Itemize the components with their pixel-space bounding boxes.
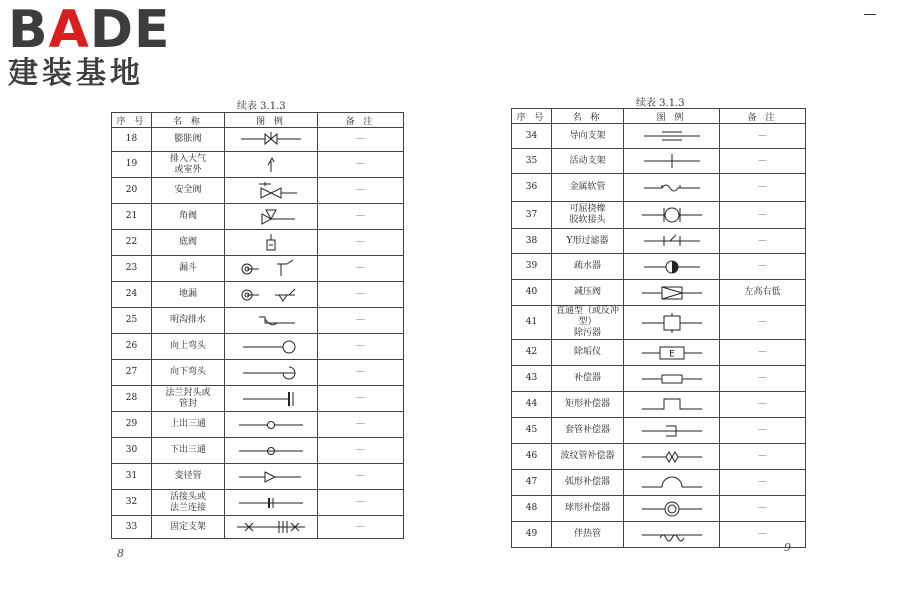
remark-cell: — — [318, 230, 404, 256]
symbol-name: 金属软管 — [552, 174, 624, 202]
row-number: 35 — [512, 149, 552, 174]
col-header-remark: 备 注 — [318, 113, 404, 128]
symbol-name: 直通型（或反冲型） 除污器 — [552, 306, 624, 340]
remark-cell: — — [720, 340, 806, 366]
row-number: 36 — [512, 174, 552, 202]
symbol-name: 矩形补偿器 — [552, 392, 624, 418]
table-row — [512, 306, 806, 340]
col-header-name: 名 称 — [552, 109, 624, 124]
remark-cell: — — [318, 360, 404, 386]
angle-valve-symbol — [225, 204, 318, 230]
col-header-name: 名 称 — [152, 113, 225, 128]
row-number: 21 — [112, 204, 152, 230]
elbow-up-symbol — [225, 334, 318, 360]
remark-cell: — — [318, 438, 404, 464]
remark-cell: — — [318, 334, 404, 360]
symbol-name: 向下弯头 — [152, 360, 225, 386]
table-row — [112, 230, 404, 256]
steam-trap-symbol — [624, 254, 720, 280]
corner-dash — [864, 14, 876, 15]
logo-wordmark: BADE — [8, 0, 171, 60]
symbol-name: 向上弯头 — [152, 334, 225, 360]
logo-subtitle: 建装基地 — [8, 56, 144, 91]
row-number: 46 — [512, 444, 552, 470]
table-row — [512, 124, 806, 149]
row-number: 26 — [112, 334, 152, 360]
left-symbol-table — [111, 112, 404, 539]
symbol-name: 可屈挠橡 胶软接头 — [552, 202, 624, 229]
elbow-down-symbol — [225, 360, 318, 386]
remark-cell: — — [318, 464, 404, 490]
remark-cell: — — [318, 128, 404, 152]
open-ditch-drain-symbol — [225, 308, 318, 334]
symbol-name: 波纹管补偿器 — [552, 444, 624, 470]
symbol-name: 活接头或 法兰连接 — [152, 490, 225, 516]
table-row — [512, 418, 806, 444]
row-number: 23 — [112, 256, 152, 282]
row-number: 31 — [112, 464, 152, 490]
table-row — [112, 204, 404, 230]
col-header-remark: 备 注 — [720, 109, 806, 124]
table-row — [112, 282, 404, 308]
table-row — [512, 366, 806, 392]
table-row — [112, 360, 404, 386]
table-row — [112, 178, 404, 204]
remark-cell: — — [720, 124, 806, 149]
remark-cell: — — [318, 178, 404, 204]
row-number: 45 — [512, 418, 552, 444]
table-row — [112, 152, 404, 178]
metal-hose-symbol — [624, 174, 720, 202]
table-row — [512, 229, 806, 254]
table-row — [112, 464, 404, 490]
table-row — [112, 412, 404, 438]
symbol-name: 减压阀 — [552, 280, 624, 306]
remark-cell: — — [318, 516, 404, 539]
sliding-support-symbol — [624, 149, 720, 174]
tee-up-symbol — [225, 412, 318, 438]
symbol-name: 导向支架 — [552, 124, 624, 149]
table-row — [112, 386, 404, 412]
remark-cell: — — [720, 418, 806, 444]
table-row — [512, 280, 806, 306]
remark-cell: — — [318, 204, 404, 230]
svg-text:E: E — [668, 349, 675, 359]
funnel-symbol — [225, 256, 318, 282]
symbol-name: 除垢仪 — [552, 340, 624, 366]
table-row — [512, 254, 806, 280]
foot-valve-symbol — [225, 230, 318, 256]
remark-cell: — — [318, 256, 404, 282]
table-row — [112, 334, 404, 360]
col-header-legend: 图 例 — [624, 109, 720, 124]
symbol-name: 套管补偿器 — [552, 418, 624, 444]
row-number: 39 — [512, 254, 552, 280]
row-number: 19 — [112, 152, 152, 178]
symbol-name: 补偿器 — [552, 366, 624, 392]
row-number: 29 — [112, 412, 152, 438]
row-number: 25 — [112, 308, 152, 334]
sleeve-compensator-symbol — [624, 418, 720, 444]
remark-cell: — — [720, 149, 806, 174]
symbol-name: 地漏 — [152, 282, 225, 308]
safety-valve-symbol — [225, 178, 318, 204]
symbol-name: 活动支架 — [552, 149, 624, 174]
symbol-name: 明沟排水 — [152, 308, 225, 334]
row-number: 48 — [512, 496, 552, 522]
symbol-name: 下出三通 — [152, 438, 225, 464]
remark-cell: — — [318, 308, 404, 334]
remark-cell: — — [318, 282, 404, 308]
remark-cell: — — [720, 254, 806, 280]
floor-drain-symbol — [225, 282, 318, 308]
left-page-number: 8 — [117, 547, 124, 560]
remark-cell: — — [720, 229, 806, 254]
rubber-joint-symbol — [624, 202, 720, 229]
table-row — [512, 470, 806, 496]
symbol-name: 法兰封头或 管封 — [152, 386, 225, 412]
right-table-caption: 续表 3.1.3 — [636, 98, 685, 109]
row-number: 30 — [112, 438, 152, 464]
row-number: 28 — [112, 386, 152, 412]
table-row — [512, 392, 806, 418]
symbol-name: 弧形补偿器 — [552, 470, 624, 496]
remark-cell: — — [720, 496, 806, 522]
right-symbol-table — [511, 108, 806, 548]
remark-cell: — — [720, 366, 806, 392]
table-row — [512, 202, 806, 229]
symbol-name: 伴热管 — [552, 522, 624, 548]
union-flange-symbol — [225, 490, 318, 516]
row-number: 42 — [512, 340, 552, 366]
row-number: 37 — [512, 202, 552, 229]
symbol-name: 球形补偿器 — [552, 496, 624, 522]
symbol-name: 固定支架 — [152, 516, 225, 539]
remark-cell: — — [318, 386, 404, 412]
bellows-compensator-symbol — [624, 444, 720, 470]
symbol-name: 底阀 — [152, 230, 225, 256]
flange-cap-symbol — [225, 386, 318, 412]
row-number: 18 — [112, 128, 152, 152]
symbol-name: Y形过滤器 — [552, 229, 624, 254]
table-row — [512, 149, 806, 174]
table-row — [112, 128, 404, 152]
table-row — [112, 516, 404, 539]
table-row — [512, 522, 806, 548]
remark-cell: — — [318, 490, 404, 516]
remark-cell: — — [318, 412, 404, 438]
row-number: 24 — [112, 282, 152, 308]
row-number: 33 — [112, 516, 152, 539]
row-number: 43 — [512, 366, 552, 392]
fixed-support-symbol — [225, 516, 318, 539]
remark-cell: — — [720, 306, 806, 340]
table-row — [112, 490, 404, 516]
row-number: 40 — [512, 280, 552, 306]
row-number: 27 — [112, 360, 152, 386]
row-number: 34 — [512, 124, 552, 149]
symbol-name: 安全阀 — [152, 178, 225, 204]
row-number: 22 — [112, 230, 152, 256]
guide-support-symbol — [624, 124, 720, 149]
table-row — [112, 308, 404, 334]
table-row — [512, 496, 806, 522]
bade-logo — [8, 0, 171, 91]
row-number: 44 — [512, 392, 552, 418]
reducer-symbol — [225, 464, 318, 490]
rect-compensator-symbol — [624, 392, 720, 418]
ball-compensator-symbol — [624, 496, 720, 522]
remark-cell: — — [720, 392, 806, 418]
dirt-separator-symbol — [624, 306, 720, 340]
col-header-legend: 图 例 — [225, 113, 318, 128]
symbol-name: 膨胀阀 — [152, 128, 225, 152]
table-row — [112, 256, 404, 282]
table-row — [512, 340, 806, 366]
remark-cell: — — [720, 444, 806, 470]
pressure-reducing-valve-symbol — [624, 280, 720, 306]
descaler-symbol — [624, 340, 720, 366]
vent-to-atmosphere-symbol — [225, 152, 318, 178]
remark-cell: — — [318, 152, 404, 178]
expansion-valve-symbol — [225, 128, 318, 152]
symbol-name: 角阀 — [152, 204, 225, 230]
symbol-name: 漏斗 — [152, 256, 225, 282]
compensator-symbol — [624, 366, 720, 392]
arc-compensator-symbol — [624, 470, 720, 496]
symbol-name: 上出三通 — [152, 412, 225, 438]
table-row — [512, 444, 806, 470]
remark-cell: — — [720, 522, 806, 548]
table-row — [112, 438, 404, 464]
remark-cell: — — [720, 174, 806, 202]
row-number: 38 — [512, 229, 552, 254]
symbol-name: 排入大气 或室外 — [152, 152, 225, 178]
table-row — [512, 174, 806, 202]
remark-cell: — — [720, 202, 806, 229]
row-number: 32 — [112, 490, 152, 516]
right-page-number: 9 — [784, 541, 791, 554]
remark-cell: — — [720, 470, 806, 496]
col-header-number: 序 号 — [512, 109, 552, 124]
tee-down-symbol — [225, 438, 318, 464]
left-table-caption: 续表 3.1.3 — [237, 101, 286, 112]
row-number: 41 — [512, 306, 552, 340]
heat-tracing-symbol — [624, 522, 720, 548]
row-number: 49 — [512, 522, 552, 548]
symbol-name: 疏水器 — [552, 254, 624, 280]
symbol-name: 变径管 — [152, 464, 225, 490]
row-number: 20 — [112, 178, 152, 204]
remark-cell: 左高右低 — [720, 280, 806, 306]
col-header-number: 序 号 — [112, 113, 152, 128]
row-number: 47 — [512, 470, 552, 496]
y-strainer-symbol — [624, 229, 720, 254]
